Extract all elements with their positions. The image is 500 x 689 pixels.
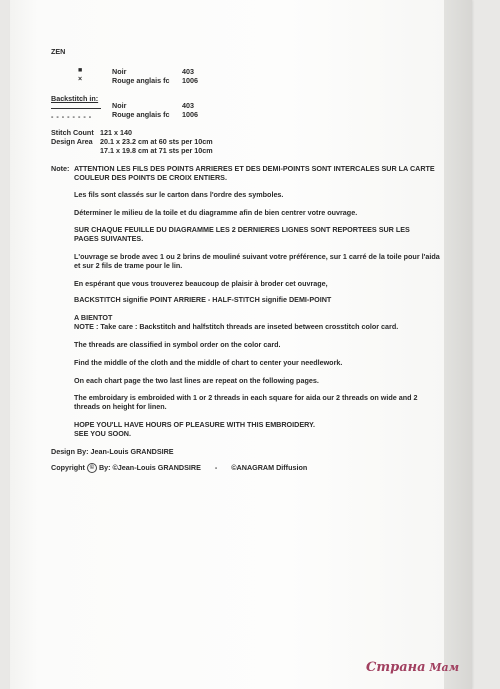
copyright-label: Copyright: [51, 463, 85, 472]
legend-code: 403: [182, 67, 194, 76]
symbol-cross-icon: ×: [78, 76, 83, 83]
design-area-label: Design Area: [51, 137, 93, 146]
french-paragraph: SUR CHAQUE FEUILLE DU DIAGRAMME LES 2 DERNIERES LIGNES SONT REPORTEES SUR LES PAGES SUIVANTES.: [74, 225, 410, 243]
english-closing: HOPE YOU'LL HAVE HOURS OF PLEASURE WITH THIS EMBROIDERY.: [74, 420, 316, 429]
legend-name: Rouge anglais fc: [112, 110, 170, 119]
legend-name: Rouge anglais fc: [112, 76, 170, 85]
copyright-separator: -: [214, 463, 218, 472]
french-paragraph: L'ouvrage se brode avec 1 ou 2 brins de mouliné suivant votre préférence, sur 1 carré de la toile pour l'aida et sur 2 fils de trame pour le lin.: [74, 252, 440, 270]
french-paragraph: A BIENTOT: [74, 313, 113, 322]
english-paragraph: Find the middle of the cloth and the middle of chart to center your needlework.: [74, 358, 343, 367]
english-closing: SEE YOU SOON.: [74, 429, 131, 438]
pattern-title: ZEN: [51, 47, 66, 56]
site-watermark: [366, 660, 459, 676]
legend-code: 1006: [182, 110, 198, 119]
copyright-by: By: ©Jean-Louis GRANDSIRE: [98, 463, 201, 472]
legend-code: 1006: [182, 76, 198, 85]
copyright-icon: ©: [87, 463, 97, 473]
design-area-value-1: 20.1 x 23.2 cm at 60 sts per 10cm: [100, 137, 213, 146]
french-paragraph: Déterminer le milieu de la toile et du diagramme afin de bien centrer votre ouvrage.: [74, 208, 358, 217]
watermark-text-2: Мам: [429, 661, 460, 674]
copyright-line: [51, 463, 307, 473]
page-edge-strip: [444, 0, 472, 689]
backstitch-dashed-line: - - - - - - - -: [51, 112, 92, 121]
backstitch-heading: Backstitch in:: [51, 94, 99, 103]
french-paragraph: En espérant que vous trouverez beaucoup de plaisir à broder cet ouvrage,: [74, 279, 328, 288]
design-by: Design By: Jean-Louis GRANDSIRE: [51, 447, 174, 456]
legend-name: Noir: [112, 67, 127, 76]
stitch-count-value: 121 x 140: [100, 128, 132, 137]
note-french: ATTENTION LES FILS DES POINTS ARRIERES ET DES DEMI-POINTS SONT INTERCALES SUR LA CARTE COULEUR DES POINTS DE CROIX ENTIERS.: [74, 164, 435, 182]
symbol-square-icon: ■: [78, 67, 83, 74]
copyright-distributor: ©ANAGRAM Diffusion: [231, 463, 308, 472]
watermark-text: Страна: [366, 660, 426, 675]
english-paragraph: The threads are classified in symbol order on the color card.: [74, 340, 281, 349]
legend-code: 403: [182, 101, 194, 110]
legend-name: Noir: [112, 101, 127, 110]
stitch-count-label: Stitch Count: [51, 128, 94, 137]
english-paragraph: NOTE : Take care : Backstitch and halfstitch threads are inseted between crosstitch color card.: [74, 322, 399, 331]
english-paragraph: The embroidary is embroided with 1 or 2 threads in each square for aida our 2 threads on wide and 2 threads on height for linen.: [74, 393, 418, 411]
design-area-value-2: 17.1 x 19.8 cm at 71 sts per 10cm: [100, 146, 213, 155]
note-label: Note:: [51, 164, 70, 173]
french-paragraph: Les fils sont classés sur le carton dans l'ordre des symboles.: [74, 190, 284, 199]
french-paragraph: BACKSTITCH signifie POINT ARRIERE - HALF-STITCH signifie DEMI-POINT: [74, 295, 332, 304]
english-paragraph: On each chart page the two last lines are repeat on the following pages.: [74, 376, 319, 385]
backstitch-solid-line: [51, 103, 101, 112]
